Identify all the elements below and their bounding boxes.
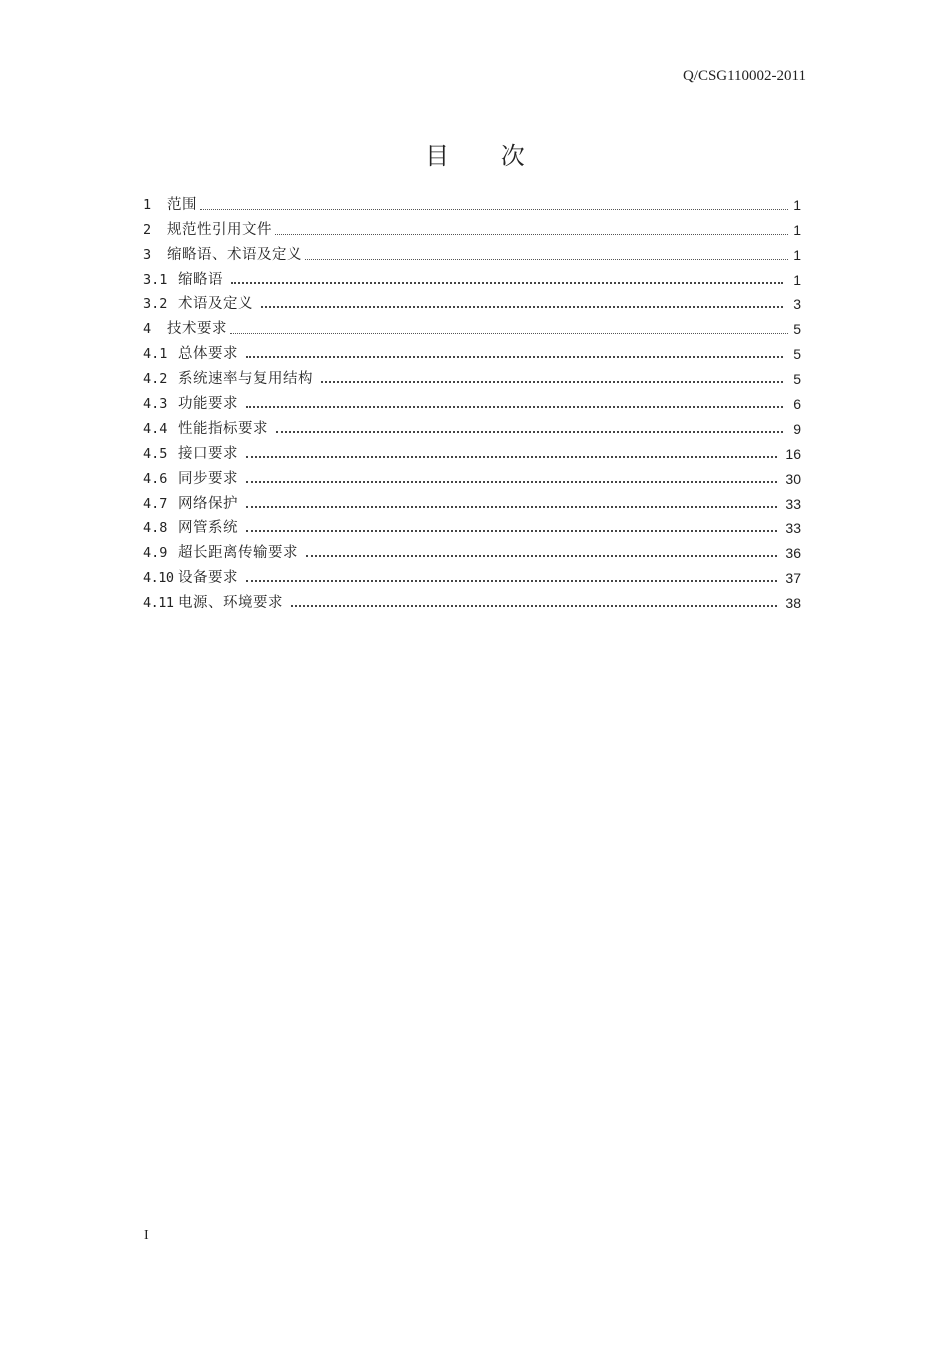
- toc-entry-page: 37: [785, 570, 801, 587]
- toc-entry[interactable]: [143, 489, 801, 514]
- toc-leader-dots: [321, 381, 783, 383]
- toc-entry-page: 38: [785, 595, 801, 612]
- toc-entry-page: 5: [793, 371, 801, 388]
- toc-leader-dots: [230, 333, 788, 334]
- toc-entry-number: 4.9: [143, 545, 168, 562]
- toc-entry[interactable]: [143, 514, 801, 539]
- toc-entry-title: 术语及定义: [178, 296, 253, 313]
- toc-entry[interactable]: [143, 339, 801, 364]
- toc-entry[interactable]: [143, 290, 801, 315]
- toc-entry-page: 5: [793, 321, 801, 338]
- toc-leader-dots: [200, 209, 788, 210]
- toc-entry-number: 2: [143, 221, 152, 238]
- toc-entry-title: 缩略语、术语及定义: [167, 246, 302, 263]
- toc-entry-title: 电源、环境要求: [178, 595, 283, 612]
- toc-entry-page: 36: [785, 545, 801, 562]
- toc-entry-title: 同步要求: [178, 470, 238, 487]
- toc-entry-page: 33: [785, 520, 801, 537]
- toc-entry-number: 4.11: [143, 595, 174, 612]
- toc-entry[interactable]: [143, 190, 801, 215]
- toc-entry[interactable]: [143, 439, 801, 464]
- toc-entry-number: 4.8: [143, 520, 168, 537]
- toc-entry[interactable]: [143, 538, 801, 563]
- toc-leader-dots: [275, 234, 788, 235]
- toc-entry-title: 功能要求: [178, 396, 238, 413]
- toc-entry-title: 范围: [167, 196, 197, 213]
- toc-entry-number: 4.6: [143, 470, 168, 487]
- toc-entry-title: 系统速率与复用结构: [178, 371, 313, 388]
- toc-leader-dots: [306, 555, 777, 557]
- toc-entry-number: 4.4: [143, 420, 168, 437]
- toc-entry-number: 4.1: [143, 346, 168, 363]
- toc-entry[interactable]: [143, 215, 801, 240]
- toc-entry-title: 技术要求: [167, 321, 227, 338]
- toc-leader-dots: [246, 506, 777, 508]
- toc-entry-number: 4.7: [143, 495, 168, 512]
- toc-entry-title: 超长距离传输要求: [178, 545, 298, 562]
- toc-leader-dots: [246, 406, 783, 408]
- toc-entry-number: 4.5: [143, 445, 168, 462]
- toc-entry-page: 3: [793, 296, 801, 313]
- toc-entry-page: 16: [785, 445, 801, 462]
- toc-entry-number: 4.3: [143, 396, 168, 413]
- toc-entry[interactable]: [143, 563, 801, 588]
- toc-entry-page: 1: [793, 271, 801, 288]
- toc-leader-dots: [246, 580, 777, 582]
- toc-entry-number: 3: [143, 246, 152, 263]
- toc-title: 目 次: [425, 142, 547, 170]
- toc-leader-dots: [261, 306, 783, 308]
- toc-entry[interactable]: [143, 414, 801, 439]
- toc-entry-number: 1: [143, 196, 152, 213]
- toc-entry-page: 1: [793, 196, 801, 213]
- toc-leader-dots: [246, 481, 777, 483]
- toc-entry-page: 30: [785, 470, 801, 487]
- toc-entry-title: 设备要求: [178, 570, 238, 587]
- toc-entry[interactable]: [143, 314, 801, 339]
- toc-entry-number: 4: [143, 321, 152, 338]
- toc-entry-page: 5: [793, 346, 801, 363]
- toc-entry-title: 性能指标要求: [178, 420, 268, 437]
- toc-entry[interactable]: [143, 240, 801, 265]
- document-code: Q/CSG110002-2011: [682, 68, 806, 84]
- toc-leader-dots: [231, 282, 783, 284]
- toc-entry-title: 网管系统: [178, 520, 238, 537]
- toc-entry-title: 总体要求: [178, 346, 238, 363]
- toc-entry-number: 4.10: [143, 570, 174, 587]
- toc-entry-title: 规范性引用文件: [167, 221, 272, 238]
- toc-entry-title: 网络保护: [178, 495, 238, 512]
- toc-entry-title: 接口要求: [178, 445, 238, 462]
- page-number: I: [144, 1228, 149, 1243]
- toc-entry[interactable]: [143, 389, 801, 414]
- toc-leader-dots: [246, 456, 777, 458]
- toc-entry-page: 1: [793, 246, 801, 263]
- toc-entry-number: 4.2: [143, 371, 168, 388]
- toc-entry[interactable]: [143, 464, 801, 489]
- toc-entry-title: 缩略语: [178, 271, 223, 288]
- toc-entry-number: 3.2: [143, 296, 168, 313]
- toc-entry[interactable]: [143, 588, 801, 613]
- toc-entry-page: 9: [793, 420, 801, 437]
- toc-leader-dots: [276, 431, 783, 433]
- toc-entry[interactable]: [143, 364, 801, 389]
- toc-leader-dots: [246, 530, 777, 532]
- toc-entry-page: 33: [785, 495, 801, 512]
- table-of-contents: [143, 190, 801, 613]
- toc-leader-dots: [291, 605, 777, 607]
- toc-entry[interactable]: [143, 265, 801, 290]
- toc-entry-page: 6: [793, 396, 801, 413]
- toc-leader-dots: [246, 356, 783, 358]
- toc-entry-number: 3.1: [143, 271, 168, 288]
- toc-entry-page: 1: [793, 221, 801, 238]
- toc-leader-dots: [305, 259, 788, 260]
